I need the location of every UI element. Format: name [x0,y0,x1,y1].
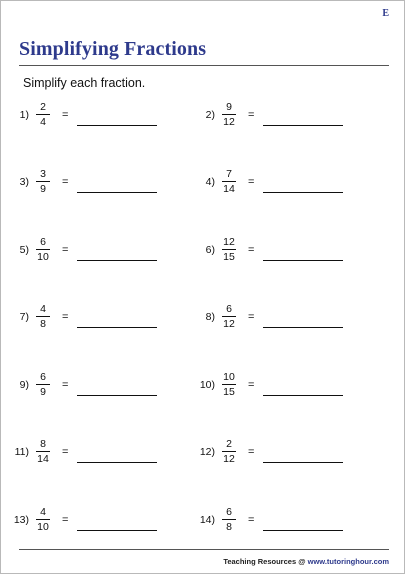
problem-number: 6) [205,244,215,256]
denominator: 12 [223,318,235,330]
problem-7 [5,303,190,333]
equals-sign: = [248,514,255,526]
equals-sign: = [62,109,69,121]
fraction-bar [36,519,50,520]
problem-number: 12) [199,446,215,458]
equals-sign: = [62,311,69,323]
answer-line[interactable] [77,260,157,261]
page-title: Simplifying Fractions [19,38,207,60]
denominator: 15 [223,386,235,398]
denominator: 10 [37,251,49,263]
denominator: 14 [37,453,49,465]
fraction-bar [222,316,236,317]
problem-13 [5,506,190,536]
answer-line[interactable] [263,395,343,396]
problem-number: 2) [205,109,215,121]
fraction [219,101,239,128]
numerator: 2 [226,438,232,450]
footer-prefix: Teaching Resources @ [223,557,308,566]
footer-divider [19,549,389,550]
equals-sign: = [62,176,69,188]
problem-2 [191,101,376,131]
answer-line[interactable] [77,125,157,126]
fraction [219,371,239,398]
fraction-bar [36,181,50,182]
header-divider [19,65,389,66]
problem-12 [191,438,376,468]
equals-sign: = [248,379,255,391]
answer-line[interactable] [77,192,157,193]
denominator: 12 [223,453,235,465]
numerator: 3 [40,168,46,180]
footer-site-link[interactable]: www.tutoringhour.com [307,557,389,566]
numerator: 6 [40,371,46,383]
problem-number: 5) [19,244,29,256]
problem-14 [191,506,376,536]
fraction [33,236,53,263]
denominator: 10 [37,521,49,533]
problem-4 [191,168,376,198]
fraction-bar [222,384,236,385]
fraction [33,303,53,330]
fraction [219,303,239,330]
problem-number: 13) [13,514,29,526]
equals-sign: = [248,446,255,458]
denominator: 9 [40,386,46,398]
problem-number: 10) [199,379,215,391]
numerator: 10 [223,371,235,383]
problem-number: 9) [19,379,29,391]
fraction [33,506,53,533]
problem-10 [191,371,376,401]
instructions: Simplify each fraction. [23,76,146,90]
numerator: 6 [40,236,46,248]
equals-sign: = [62,446,69,458]
denominator: 4 [40,116,46,128]
answer-line[interactable] [263,530,343,531]
footer-credit [223,557,389,566]
fraction-bar [222,519,236,520]
denominator: 12 [223,116,235,128]
fraction-bar [36,114,50,115]
numerator: 4 [40,303,46,315]
problem-number: 7) [19,311,29,323]
answer-line[interactable] [263,327,343,328]
answer-line[interactable] [263,125,343,126]
denominator: 8 [40,318,46,330]
denominator: 9 [40,183,46,195]
fraction-bar [36,249,50,250]
equals-sign: = [248,176,255,188]
problem-number: 1) [19,109,29,121]
answer-line[interactable] [77,530,157,531]
problem-number: 14) [199,514,215,526]
problem-1 [5,101,190,131]
fraction [219,236,239,263]
numerator: 8 [40,438,46,450]
answer-line[interactable] [77,462,157,463]
numerator: 2 [40,101,46,113]
numerator: 6 [226,506,232,518]
equals-sign: = [248,244,255,256]
numerator: 12 [223,236,235,248]
problem-number: 11) [14,446,29,458]
answer-line[interactable] [263,260,343,261]
fraction-bar [36,451,50,452]
fraction [33,101,53,128]
problem-9 [5,371,190,401]
answer-line[interactable] [77,327,157,328]
equals-sign: = [248,311,255,323]
fraction [33,168,53,195]
problem-6 [191,236,376,266]
fraction-bar [222,114,236,115]
numerator: 7 [226,168,232,180]
problem-3 [5,168,190,198]
fraction [33,438,53,465]
problem-8 [191,303,376,333]
fraction [33,371,53,398]
denominator: 15 [223,251,235,263]
fraction-bar [222,181,236,182]
fraction [219,168,239,195]
problem-number: 4) [205,176,215,188]
equals-sign: = [62,244,69,256]
answer-line[interactable] [263,192,343,193]
numerator: 9 [226,101,232,113]
level-badge: E [382,8,389,19]
fraction-bar [36,316,50,317]
problem-5 [5,236,190,266]
numerator: 4 [40,506,46,518]
fraction-bar [222,451,236,452]
answer-line[interactable] [77,395,157,396]
equals-sign: = [62,514,69,526]
denominator: 14 [223,183,235,195]
problem-11 [5,438,190,468]
denominator: 8 [226,521,232,533]
equals-sign: = [62,379,69,391]
fraction [219,506,239,533]
numerator: 6 [226,303,232,315]
fraction [219,438,239,465]
problem-number: 8) [205,311,215,323]
problem-number: 3) [19,176,29,188]
fraction-bar [222,249,236,250]
fraction-bar [36,384,50,385]
answer-line[interactable] [263,462,343,463]
equals-sign: = [248,109,255,121]
